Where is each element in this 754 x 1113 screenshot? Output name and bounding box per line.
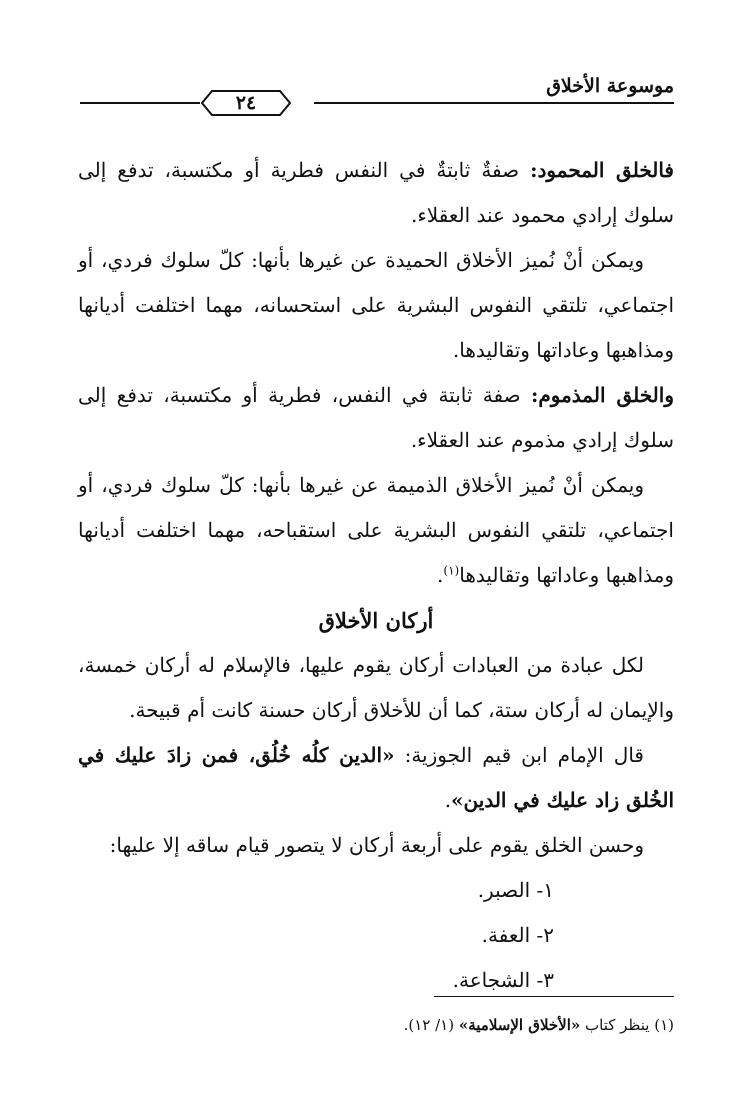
paragraph-pillars-intro: لكل عبادة من العبادات أركان يقوم عليها، فالإسلام له أركان خمسة، والإيمان له أركان ستة، كما أن للأخلاق أركان حسنة كانت أم قبيحة.	[78, 653, 674, 722]
term-praised-character: فالخلق المحمود:	[530, 158, 674, 182]
footnote-prefix: (١) ينظر كتاب	[580, 1016, 674, 1034]
footnote-reference: (١)	[443, 563, 460, 578]
definition-praised-character: صفةٌ ثابتةٌ في النفس فطرية أو مكتسبة، تدفع إلى سلوك إرادي محمود عند العقلاء.	[78, 158, 674, 227]
running-header	[80, 72, 674, 116]
book-title: موسوعة الأخلاق	[546, 75, 674, 97]
pillars-list	[78, 868, 674, 1003]
page-number: ٢٤	[235, 92, 257, 114]
footnote-divider	[434, 996, 674, 997]
footnote-page-ref: (١/ ١٢).	[403, 1016, 459, 1034]
paragraph-four-pillars: وحسن الخلق يقوم على أربعة أركان لا يتصور قيام ساقه إلا عليها:	[109, 833, 644, 857]
blamed-distinction-end: .	[437, 563, 444, 587]
paragraph-blamed-distinction	[78, 463, 674, 598]
paragraph-ibn-qayyim-quote	[78, 733, 674, 823]
blamed-distinction-text: ويمكن أنْ نُميز الأخلاق الذميمة عن غيرها بأنها: كلّ سلوك فردي، أو اجتماعي، تلتقي النفوس البشرية على استقباحه، مهما اختلفت أديانها ومذاهبها وعاداتها وتقاليدها	[78, 473, 674, 587]
list-item: ١- الصبر.	[477, 878, 554, 902]
list-item: ٣- الشجاعة.	[452, 968, 554, 992]
quote-text: «الدين كلُه خُلُق، فمن زادَ عليك في الخُلق زاد عليك في الدين»	[78, 743, 674, 812]
section-heading: أركان الأخلاق	[318, 608, 434, 633]
header-rule-right	[314, 102, 674, 104]
list-item: ٢- العفة.	[481, 923, 554, 947]
paragraph-praised-distinction: ويمكن أنْ نُميز الأخلاق الحميدة عن غيرها بأنها: كلّ سلوك فردي، أو اجتماعي، تلتقي النفوس البشرية على استحسانه، مهما اختلفت أديانها ومذاهبها وعاداتها وتقاليدها.	[78, 248, 674, 362]
page-number-badge	[198, 88, 294, 118]
main-text	[78, 148, 674, 1003]
quote-end: .	[444, 788, 452, 812]
paragraph-blamed-character	[78, 373, 674, 463]
footnote	[78, 1012, 674, 1038]
paragraph-praised-character	[78, 148, 674, 238]
header-rule-left	[80, 102, 200, 104]
footnote-book-title: «الأخلاق الإسلامية»	[458, 1016, 581, 1034]
quote-intro: قال الإمام ابن قيم الجوزية:	[394, 743, 644, 767]
term-blamed-character: والخلق المذموم:	[530, 383, 674, 407]
definition-blamed-character: صفة ثابتة في النفس، فطرية أو مكتسبة، تدفع إلى سلوك إرادي مذموم عند العقلاء.	[78, 383, 674, 452]
